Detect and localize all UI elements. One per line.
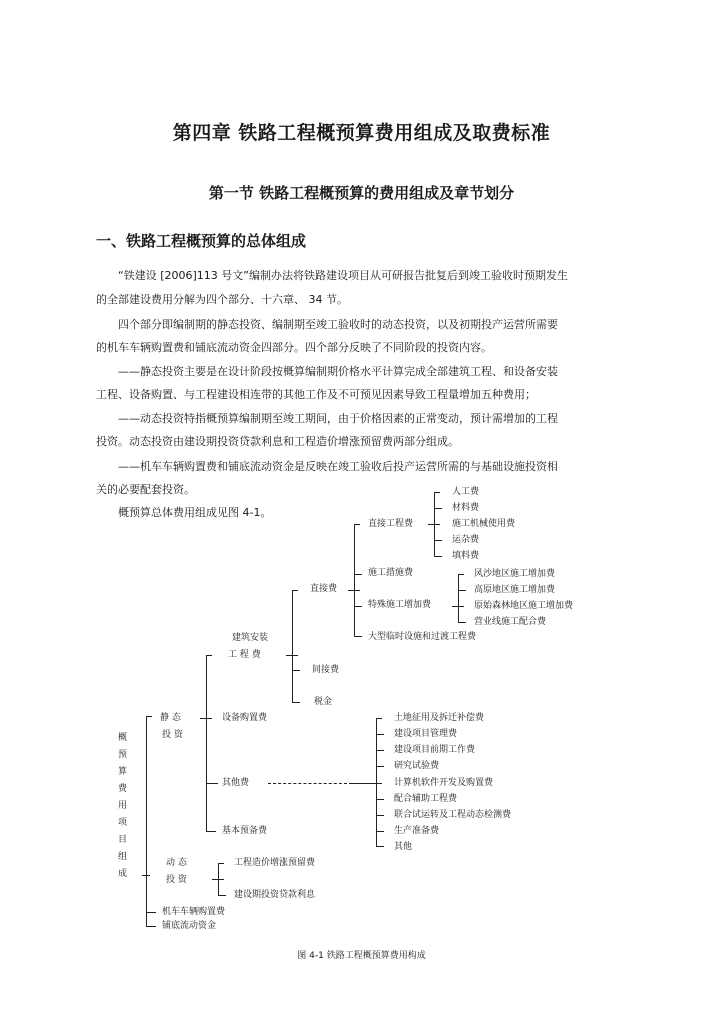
bracket-tick — [434, 540, 442, 541]
special-construction-bracket — [458, 574, 459, 622]
dashed-connector — [268, 783, 352, 784]
paragraph-line: 工程、设备购置、与工程建设相连带的其他工作及不可预见因素导致工程量增加五种费用； — [96, 388, 536, 401]
other-item: 其他 — [394, 842, 413, 852]
bracket-tick — [458, 622, 466, 623]
forest-area-fee-label: 原始森林地区施工增加费 — [474, 601, 574, 611]
chapter-title: 第四章 铁路工程概预算费用组成及取费标准 — [172, 122, 551, 144]
section-title: 第一节 铁路工程概预算的费用组成及章节划分 — [208, 184, 515, 202]
bracket-tick — [376, 831, 384, 832]
paragraph-line: ——动态投资特指概预算编制期至竣工期间，由于价格因素的正常变动，预计需增加的工程 — [118, 412, 558, 425]
bracket-tick — [452, 606, 464, 607]
other-item: 生产准备费 — [394, 826, 440, 836]
other-item: 研究试验费 — [394, 761, 440, 771]
root-label-char: 组 — [118, 852, 128, 862]
static-bracket — [206, 655, 207, 831]
bracket-tick — [354, 524, 360, 525]
bracket-tick — [376, 750, 384, 751]
paragraph-line: 概预算总体费用组成见图 4-1。 — [118, 506, 272, 519]
bracket-tick — [292, 590, 298, 591]
bracket-tick — [376, 846, 384, 847]
bracket-tick — [206, 783, 218, 784]
special-construction-label: 特殊施工增加费 — [368, 600, 432, 610]
paragraph-line: “铁建设 [2006]113 号文”编制办法将铁路建设项目从可研报告批复后到竣工验收时预期发生 — [118, 269, 568, 282]
other-item: 土地征用及拆迁补偿费 — [394, 713, 485, 723]
dynamic-label: 动 态 — [166, 858, 187, 868]
operating-line-fee-label: 营业线施工配合费 — [474, 617, 547, 627]
bracket-tick — [376, 799, 384, 800]
bracket-tick — [458, 574, 464, 575]
other-item: 联合试运转及工程动态检测费 — [394, 810, 512, 820]
bracket-tick — [142, 875, 150, 876]
bracket-tick — [292, 670, 300, 671]
engineering-fee-label: 工 程 费 — [228, 650, 261, 660]
construction-measures-label: 施工措施费 — [368, 568, 414, 578]
machinery-fee-label: 施工机械使用费 — [452, 519, 516, 529]
other-item: 配合辅助工程费 — [394, 794, 458, 804]
engineering-fee-bracket — [292, 590, 293, 702]
filling-fee-label: 填料费 — [452, 551, 480, 561]
subsection-title: 一、铁路工程概预算的总体组成 — [96, 232, 307, 250]
bracket-tick — [286, 655, 298, 656]
loan-interest-label: 建设期投资贷款利息 — [234, 890, 316, 900]
sandy-area-fee-label: 风沙地区施工增加费 — [474, 569, 556, 579]
bracket-tick — [292, 702, 300, 703]
rolling-stock-label: 机车车辆购置费 — [162, 907, 226, 917]
bracket-tick — [218, 863, 224, 864]
tax-label: 税金 — [314, 697, 333, 707]
bracket-tick — [206, 831, 216, 832]
bracket-tick — [212, 879, 224, 880]
root-label-char: 目 — [118, 835, 128, 845]
other-fees-bracket — [376, 718, 377, 846]
dynamic-investment-label: 投 资 — [166, 875, 187, 885]
static-investment-label: 投 资 — [162, 730, 183, 740]
paragraph-line: 的全部建设费用分解为四个部分、十六章、 34 节。 — [96, 293, 348, 306]
bracket-tick — [376, 766, 384, 767]
paragraph-line: 的机车车辆购置费和铺底流动资金四部分。四个部分反映了不同阶段的投资内容。 — [96, 341, 492, 354]
root-label-char: 成 — [118, 869, 128, 879]
paragraph-line: ——机车车辆购置费和铺底流动资金是反映在竣工验收后投产运营所需的与基础设施投资相 — [118, 460, 558, 473]
other-item: 建设项目前期工作费 — [394, 745, 476, 755]
basic-contingency-label: 基本预备费 — [222, 826, 268, 836]
bracket-tick — [200, 718, 212, 719]
root-label-char: 预 — [118, 750, 128, 760]
paragraph-line: ——静态投资主要是在设计阶段按概算编制期价格水平计算完成全部建筑工程、和设备安装 — [118, 365, 558, 378]
bracket-tick — [428, 524, 440, 525]
bracket-tick — [206, 655, 212, 656]
figure-caption: 图 4-1 铁路工程概预算费用构成 — [297, 951, 426, 961]
bracket-tick — [434, 556, 442, 557]
other-fees-label: 其他费 — [222, 778, 250, 788]
paragraph-line: 投资。动态投资由建设期投资贷款利息和工程造价增涨预留费两部分组成。 — [96, 435, 459, 448]
temporary-facilities-label: 大型临时设施和过渡工程费 — [368, 632, 477, 642]
direct-engineering-fee-label: 直接工程费 — [368, 519, 414, 529]
building-install-label: 建筑安装 — [232, 633, 269, 643]
indirect-fee-label: 间接费 — [312, 665, 340, 675]
paragraph-line: 四个部分即编制期的静态投资、编制期至竣工验收时的动态投资，以及初期投产运营所需要 — [118, 318, 558, 331]
bracket-tick — [146, 912, 156, 913]
bracket-tick — [218, 895, 226, 896]
direct-fee-label: 直接费 — [310, 584, 338, 594]
bracket-tick — [354, 636, 362, 637]
root-bracket — [146, 716, 147, 926]
plateau-area-fee-label: 高原地区施工增加费 — [474, 585, 556, 595]
bracket-tick — [434, 492, 440, 493]
transport-fee-label: 运杂费 — [452, 535, 480, 545]
other-item: 计算机软件开发及购置费 — [394, 778, 494, 788]
bracket-tick — [354, 574, 362, 575]
bracket-tick — [376, 815, 384, 816]
root-label-char: 概 — [118, 733, 128, 743]
labor-fee-label: 人工费 — [452, 487, 480, 497]
bracket-tick — [354, 606, 362, 607]
price-reserve-label: 工程造价增涨预留费 — [234, 858, 316, 868]
bracket-tick — [376, 718, 382, 719]
bracket-tick — [146, 926, 156, 927]
root-label-char: 项 — [118, 818, 128, 828]
static-label: 静 态 — [160, 713, 181, 723]
bracket-tick — [348, 590, 360, 591]
bracket-tick — [352, 783, 382, 784]
root-label-char: 算 — [118, 767, 128, 777]
bracket-tick — [146, 716, 152, 717]
working-capital-label: 铺底流动资金 — [162, 921, 217, 931]
equipment-purchase-label: 设备购置费 — [222, 713, 268, 723]
other-item: 建设项目管理费 — [394, 729, 458, 739]
paragraph-line: 关的必要配套投资。 — [96, 483, 195, 496]
bracket-tick — [458, 590, 466, 591]
root-label-char: 用 — [118, 801, 128, 811]
root-label-char: 费 — [118, 784, 128, 794]
bracket-tick — [434, 508, 442, 509]
direct-fee-bracket — [354, 524, 355, 636]
bracket-tick — [376, 734, 384, 735]
material-fee-label: 材料费 — [452, 503, 480, 513]
